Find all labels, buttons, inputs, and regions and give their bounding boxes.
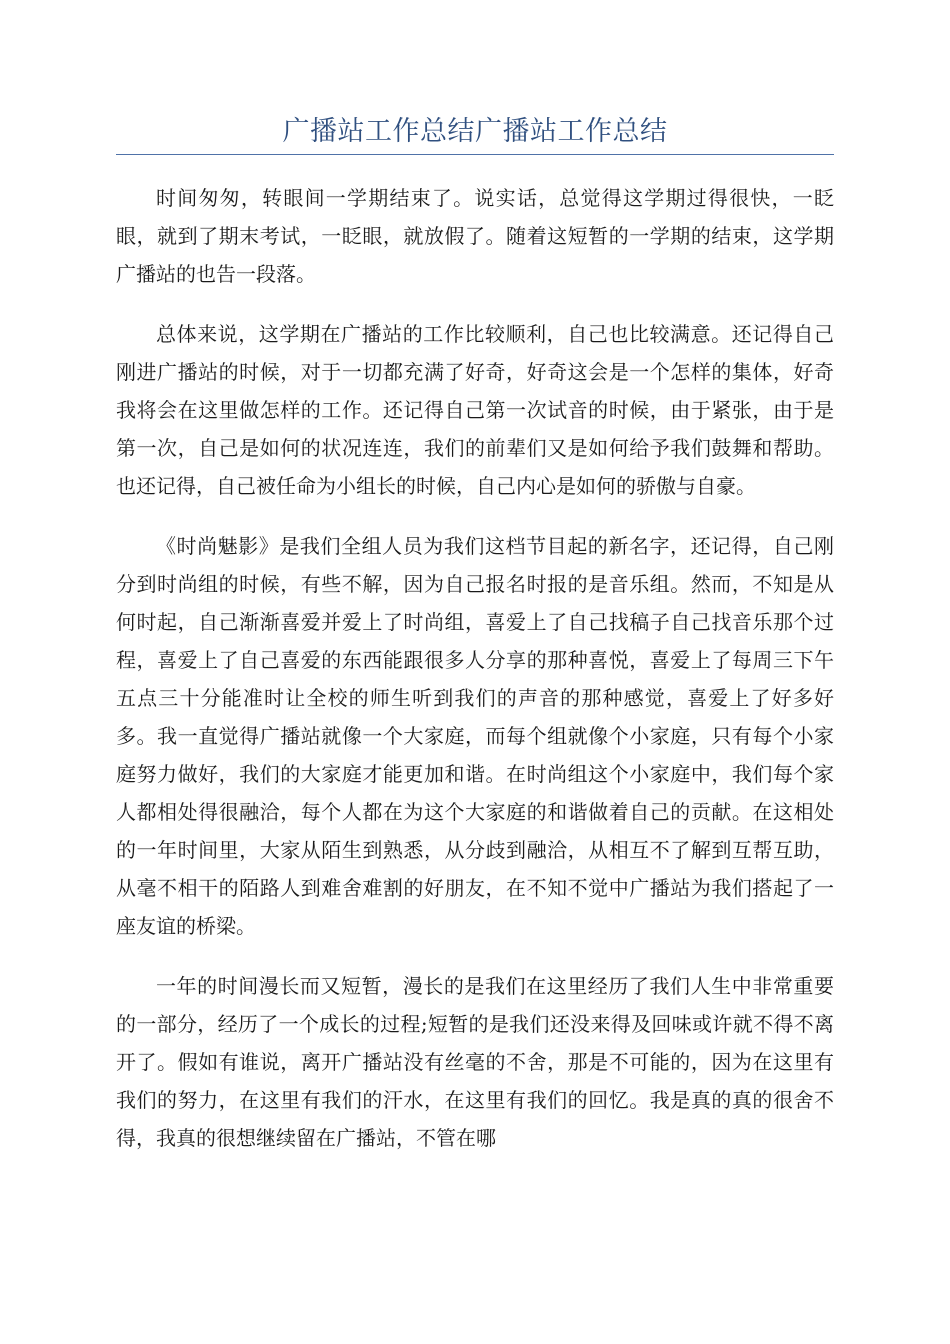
- document-body: [116, 179, 834, 1157]
- title-underline: [116, 154, 834, 155]
- document-title: 广播站工作总结广播站工作总结: [282, 116, 668, 147]
- paragraph-3: 《时尚魅影》是我们全组人员为我们这档节目起的新名字，还记得，自己刚分到时尚组的时候，有些不解，因为自己报名时报的是音乐组。然而，不知是从何时起，自己渐渐喜爱并爱上了时尚组，喜爱上了自己找稿子自己找音乐那个过程，喜爱上了自己喜爱的东西能跟很多人分享的那种喜悦，喜爱上了每周三下午五点三十分能准时让全校的师生听到我们的声音的那种感觉，喜爱上了好多好多。我一直觉得广播站就像一个大家庭，而每个组就像个小家庭，只有每个小家庭努力做好，我们的大家庭才能更加和谐。在时尚组这个小家庭中，我们每个家人都相处得很融洽，每个人都在为这个大家庭的和谐做着自己的贡献。在这相处的一年时间里，大家从陌生到熟悉，从分歧到融洽，从相互不了解到互帮互助，从毫不相干的陌路人到难舍难割的好朋友，在不知不觉中广播站为我们搭起了一座友谊的桥梁。: [116, 534, 834, 938]
- document-page: [116, 112, 834, 1179]
- paragraph-2: 总体来说，这学期在广播站的工作比较顺利，自己也比较满意。还记得自己刚进广播站的时候，对于一切都充满了好奇，好奇这会是一个怎样的集体，好奇我将会在这里做怎样的工作。还记得自己第一次试音的时候，由于紧张，由于是第一次，自己是如何的状况连连，我们的前辈们又是如何给予我们鼓舞和帮助。也还记得，自己被任命为小组长的时候，自己内心是如何的骄傲与自豪。: [116, 322, 834, 498]
- paragraph-1: 时间匆匆，转眼间一学期结束了。说实话，总觉得这学期过得很快，一眨眼，就到了期末考试，一眨眼，就放假了。随着这短暂的一学期的结束，这学期广播站的也告一段落。: [116, 186, 834, 286]
- paragraph-4: 一年的时间漫长而又短暂，漫长的是我们在这里经历了我们人生中非常重要的一部分，经历了一个成长的过程;短暂的是我们还没来得及回味或许就不得不离开了。假如有谁说，离开广播站没有丝毫的不舍，那是不可能的，因为在这里有我们的努力，在这里有我们的汗水，在这里有我们的回忆。我是真的真的很舍不得，我真的很想继续留在广播站，不管在哪: [116, 974, 834, 1150]
